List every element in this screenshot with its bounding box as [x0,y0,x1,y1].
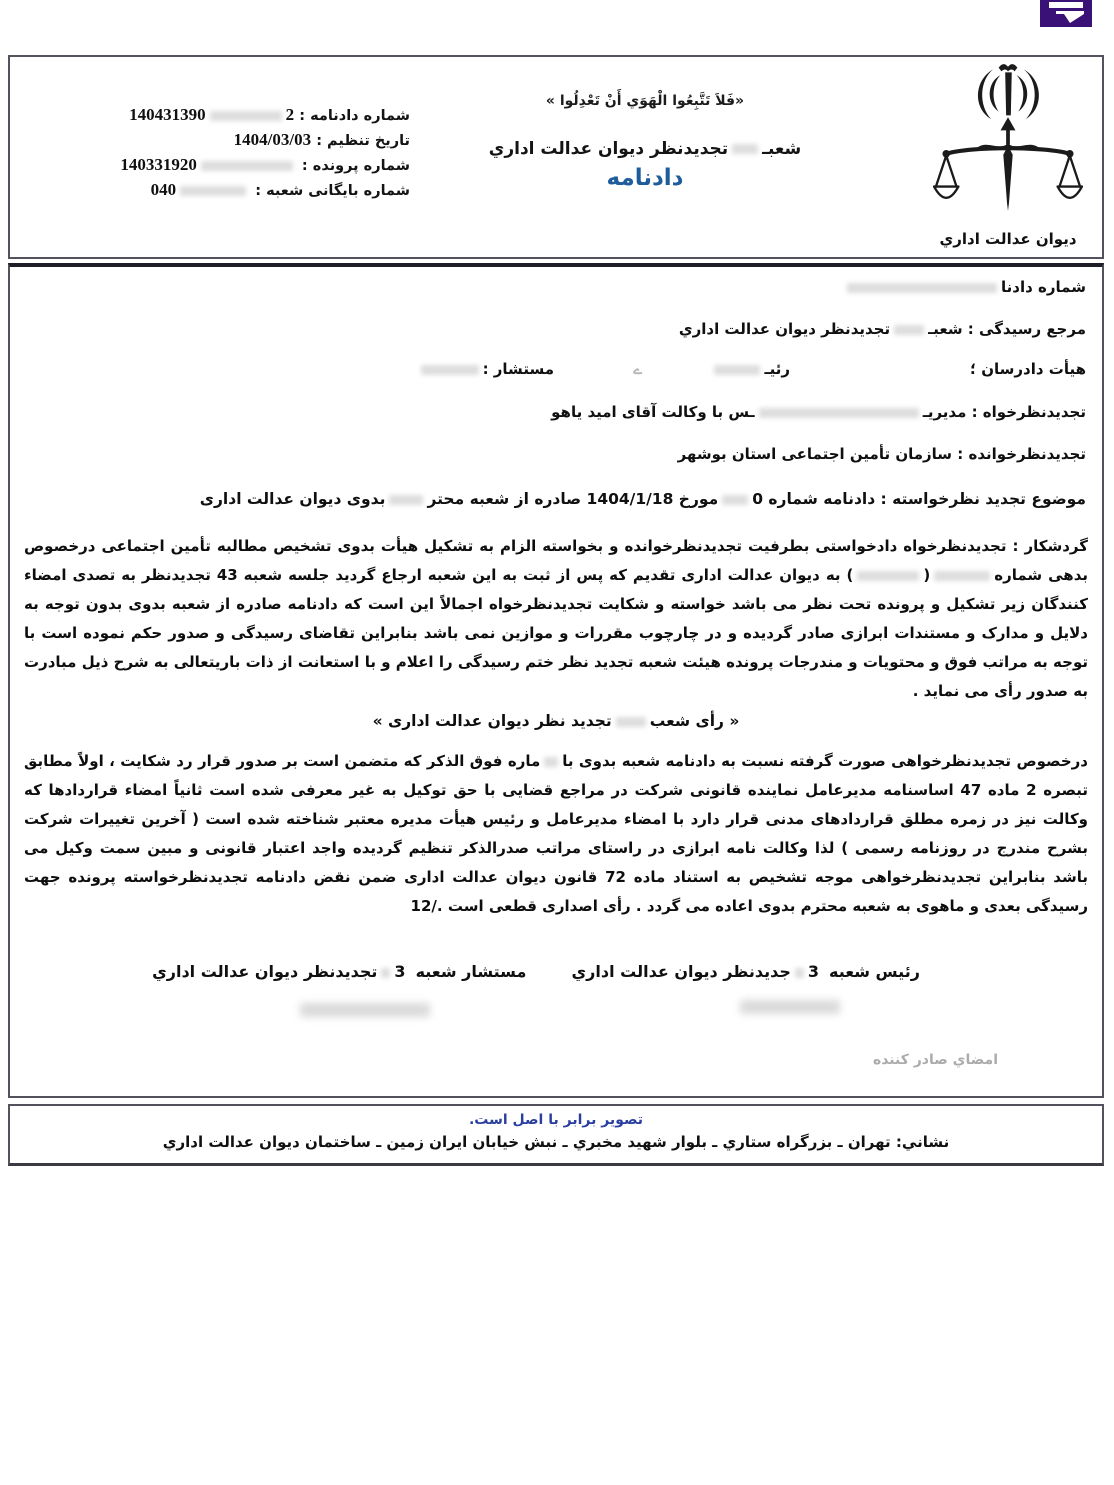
signature-smudge [740,1000,840,1014]
meta-row-case-no [80,153,410,178]
emblem-caption: دیوان عدالت اداري [939,230,1077,248]
redaction [201,161,293,171]
respondent-line: تجدیدنظرخوانده : سازمان تأمین اجتماعی استان بوشهر [677,445,1086,463]
redaction [759,408,919,418]
appellant-line [26,403,1086,421]
redaction [722,495,748,505]
meta-row-date [80,128,410,153]
ruling-heading-suffix: تجدید نظر دیوان عدالت اداری » [372,712,612,730]
signature-smudge [300,1003,430,1017]
date-value: 1404/03/03 [233,130,312,149]
redaction [894,325,924,335]
signature-right: رئیس شعبه3جدیدنظر دیوان عدالت اداري [571,962,920,981]
appellant-suffix: ـس با وکالت آقای امید یاهو [551,403,755,421]
quran-verse: «فَلاَ تَتَّبِعُوا الْهَوَي أَنْ تَعْدِلُوا » [545,93,745,109]
case-no-value: 140331920 [120,153,297,177]
redaction [847,283,997,293]
procedure-part1: گردشکار : تجدیدنظرخواه دادخواستی بطرفیت تجدیدنظرخوانده و بخواسته الزام به تشکیل هیأت بدوی تشخیص مطالبه تأمین اجتماعی درخصوص بدهی شماره [24,537,1088,584]
document-meta [80,103,410,203]
subject-line [26,490,1086,508]
procedure-paren: ( [923,566,931,584]
judges-panel-line [10,360,1102,382]
ruling-part2: ماره فوق الذکر که متضمن است بر صدور قرار رد شکایت ، اولاً مطابق تبصره 2 ماده 47 اساسنامه مدیرعامل نماینده قانونی شرکت در مراجع قضایی با حق توکیل به غیر معرفی شده است ثانیاً امضاء قراردادها که وکالت نیز در زمره مطلق قراردادهای مدنی قرار دارد با امضاء مدیرعامل و رئیس هیأت مدیره معتبر شناخته شده است ( آخرین تغییرات شرکت بشرح مندرج در روزنامه رسمی ) لذا وکالت نامه ابرازی در راستای مراتب صدرالذکر تنظیم گردیده واجد اعتبار قانونی و مبین سمت وکیل می باشد بنابراین تجدیدنظرخواهی موجه تشخیص به استناد ماده 72 قانون دیوان عدالت اداری ضمن نقض دادنامه تجدیدنظرخواسته پرونده جهت رسیدگی بعدی و ماهوی به شعبه محترم بدوی اعاده می گردد . رأی اصداری قطعی است ./12 [24,752,1088,915]
branch-title-prefix: شعبـ [762,139,802,159]
redaction [795,968,804,978]
redaction [421,365,479,375]
ruling-heading-prefix: « رأی شعب [649,712,740,730]
signature-line [10,962,1062,981]
panel-advisor-label: مستشار : [417,360,554,378]
header-section [8,55,1104,259]
signature-left: مستشار شعبه3تجدیدنظر دیوان عدالت اداري [152,962,527,981]
appellant-prefix: تجدیدنظرخواه : مدیریـ [922,403,1086,421]
redaction [616,717,646,727]
review-authority-prefix: مرجع رسیدگی : شعبـ [928,320,1086,338]
judgment-no-line [26,278,1086,296]
judgment-no-value: 140431390 2 [129,105,295,124]
subject-part2: مورخ 1404/1/18 صادره از شعبه محتر [427,490,719,508]
redaction [714,365,760,375]
judgment-no-line-label: شماره دادنا [1001,278,1086,296]
judgment-no-label: شماره دادنامه : [299,108,410,124]
issuer-signature-label: امضاي صادر کننده [872,1052,998,1068]
panel-president-label: رئیـ [710,360,790,378]
judgment-body [8,263,1104,1098]
redaction [389,495,423,505]
ruling-part1: درخصوص تجدیدنظرخواهی صورت گرفته نسبت به دادنامه شعبه بدوی با [562,752,1088,770]
branch-title-suffix: تجدیدنظر دیوان عدالت اداري [488,139,729,159]
subject-part3: بدوی دیوان عدالت اداری [199,490,386,508]
certified-copy-note: تصویر برابر با اصل است. [468,1112,644,1128]
archive-no-label: شماره بایگانی شعبه : [255,183,410,199]
judiciary-emblem [928,63,1088,248]
redaction [732,144,758,154]
redaction [857,571,919,581]
scales-of-justice-icon [933,63,1083,224]
review-authority-line [26,320,1086,338]
redaction [934,571,990,581]
document-title: دادنامه [606,165,684,191]
footer-section [8,1104,1104,1166]
ruling-heading [10,712,1102,730]
header-center [440,57,850,191]
archive-no-value: 040 [151,178,251,202]
review-authority-suffix: تجدیدنظر دیوان عدالت اداري [678,320,891,338]
purple-logo-icon [1040,0,1092,27]
meta-row-judgment-no [80,103,410,128]
redaction [381,968,390,978]
corner-app-icon [1040,0,1092,27]
redaction [544,757,558,767]
judges-panel-label: هیأت دادرسان ؛ [969,360,1086,378]
panel-faint-remnant: ے [633,360,642,378]
date-label: تاریخ تنظیم : [316,133,410,149]
case-no-label: شماره پرونده : [301,158,410,174]
redaction [210,111,282,121]
procedure-paragraph [24,532,1088,706]
redaction [180,186,246,196]
branch-title [440,139,850,159]
ruling-paragraph [24,747,1088,921]
meta-row-archive-no [80,178,410,203]
procedure-part2: ) به دیوان عدالت اداری تقدیم که پس از ثبت به این شعبه ارجاع گردید جلسه شعبه 43 تجدیدنظر به تصدی امضاء کنندگان زیر تشکیل و پرونده تحت نظر می باشد خواسته و شکایت تجدیدنظرخواه اجمالاً این است که دادنامه صادره از شعبه بدوی بدون توجه به دلایل و مدارک و مستندات ابرازی صادر گردیده و در چارچوب مقررات و موازین نمی باشد بنابراین تقاضای رسیدگی و صدور حکم نموده است با توجه به مراتب فوق و محتویات و مندرجات پرونده هیئت شعبه تجدید نظر ختم رسیدگی را اعلام و با استعانت از ذات باریتعالی به شرح ذیل مبادرت به صدور رأی می نماید . [24,566,1088,700]
subject-part1: موضوع تجدید نظرخواسته : دادنامه شماره 0 [752,490,1086,508]
address-line: نشاني: تهران ـ بزرگراه ستاري ـ بلوار شهید مخبري ـ نبش خیابان ایران زمین ـ ساختمان دیوان عدالت اداري [162,1133,950,1151]
